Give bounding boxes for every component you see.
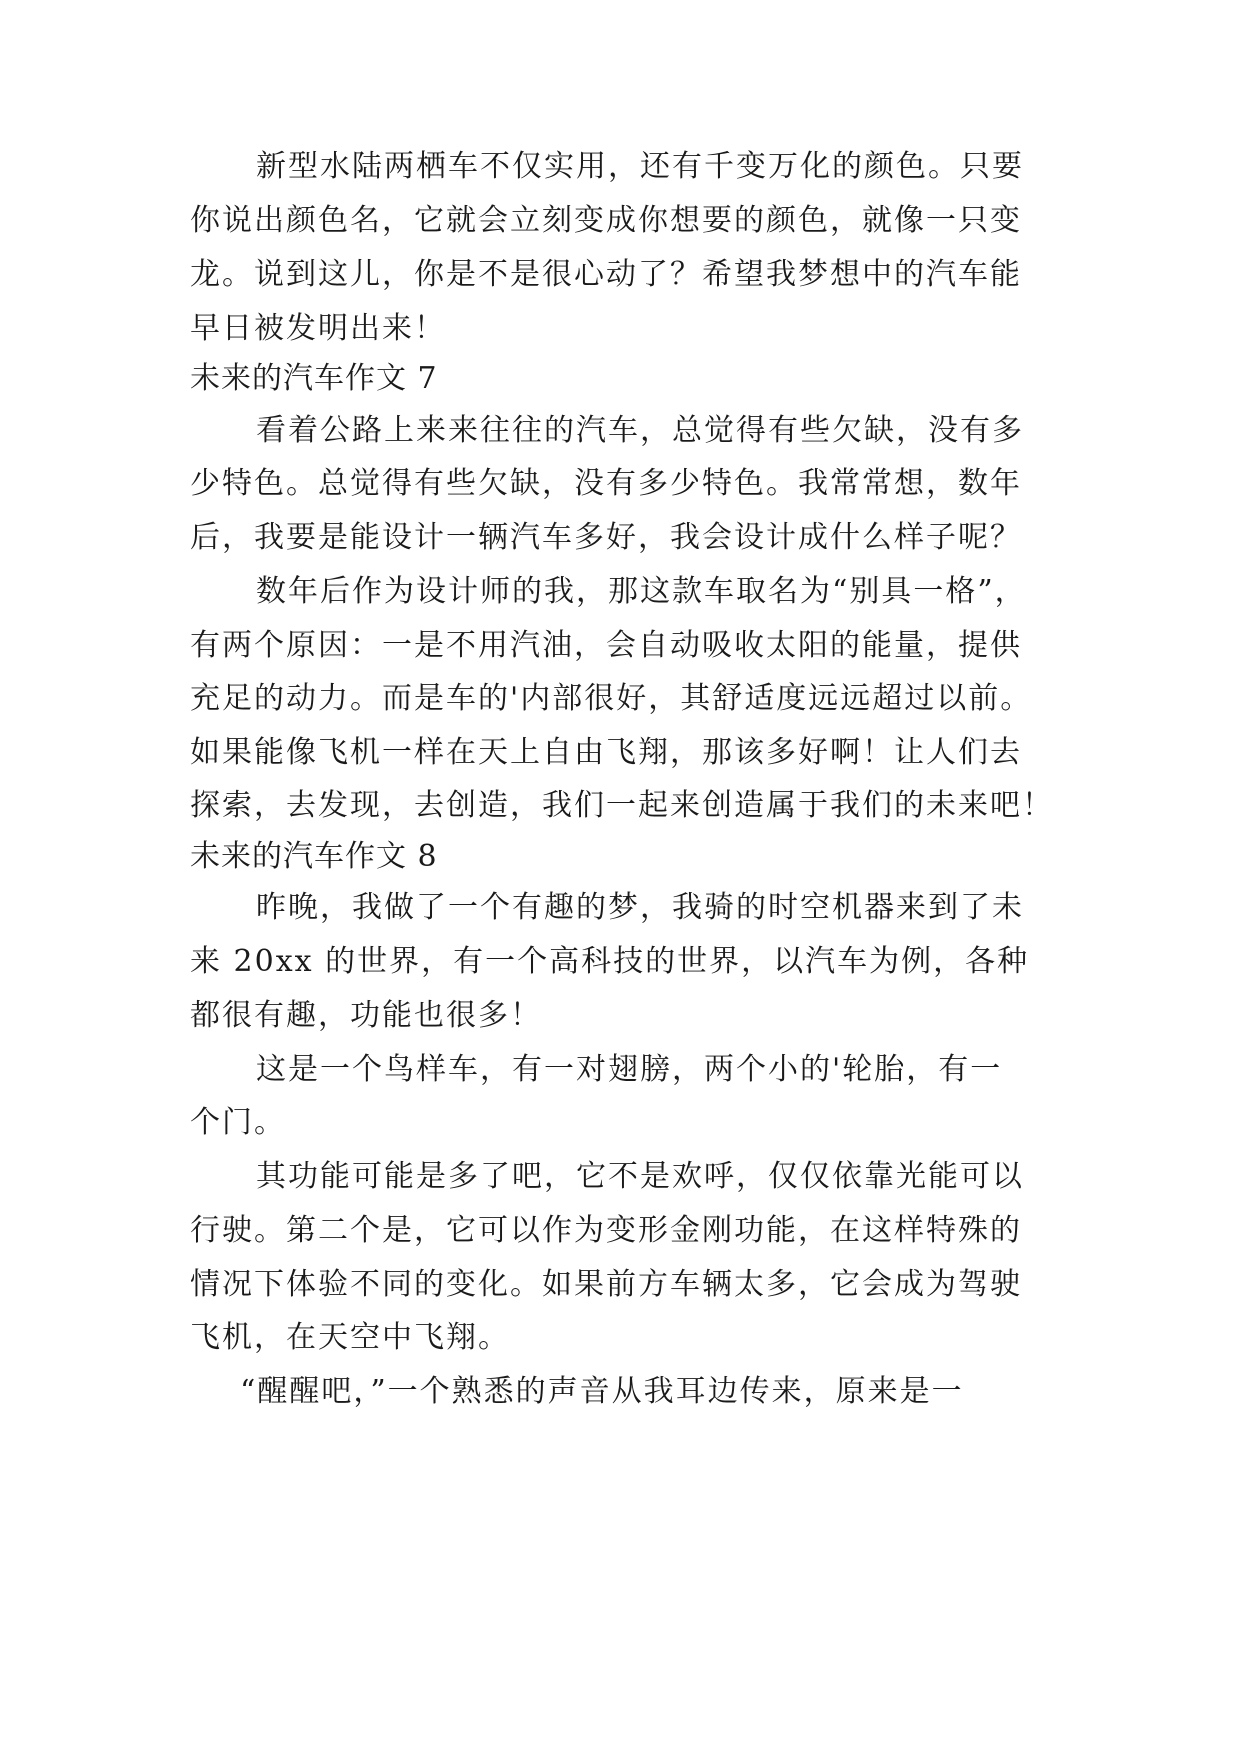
paragraph-line: 来 20xx 的世界，有一个高科技的世界，以汽车为例，各种	[190, 944, 1030, 979]
section-heading: 未来的汽车作文 8	[190, 839, 438, 874]
paragraph-line: 后，我要是能设计一辆汽车多好，我会设计成什么样子呢？	[190, 520, 1022, 555]
paragraph-line: 都很有趣，功能也很多！	[190, 998, 542, 1033]
paragraph-line: 数年后作为设计师的我，那这款车取名为“别具一格”，	[256, 574, 1027, 609]
paragraph-line: 你说出颜色名，它就会立刻变成你想要的颜色，就像一只变	[190, 203, 1022, 238]
paragraph-line: “醒醒吧，”一个熟悉的声音从我耳边传来，原来是一	[240, 1374, 964, 1409]
paragraph-line: 龙。说到这儿，你是不是很心动了？希望我梦想中的汽车能	[190, 257, 1022, 292]
paragraph-line: 少特色。总觉得有些欠缺，没有多少特色。我常常想，数年	[190, 466, 1022, 501]
paragraph-line: 行驶。第二个是，它可以作为变形金刚功能，在这样特殊的	[190, 1213, 1022, 1248]
paragraph-line: 看着公路上来来往往的汽车，总觉得有些欠缺，没有多	[256, 413, 1024, 448]
paragraph-line: 充足的动力。而是车的'内部很好，其舒适度远远超过以前。	[190, 681, 1033, 716]
paragraph-line: 情况下体验不同的变化。如果前方车辆太多，它会成为驾驶	[190, 1267, 1022, 1302]
paragraph-line: 这是一个鸟样车，有一对翅膀，两个小的'轮胎，有一	[256, 1052, 1003, 1087]
paragraph-line: 探索，去发现，去创造，我们一起来创造属于我们的未来吧！	[190, 788, 1054, 823]
paragraph-line: 昨晚，我做了一个有趣的梦，我骑的时空机器来到了未	[256, 890, 1024, 925]
paragraph-line: 如果能像飞机一样在天上自由飞翔，那该多好啊！让人们去	[190, 735, 1022, 770]
paragraph-line: 有两个原因：一是不用汽油，会自动吸收太阳的能量，提供	[190, 628, 1022, 663]
paragraph-line: 个门。	[190, 1105, 286, 1140]
paragraph-line: 飞机，在天空中飞翔。	[190, 1320, 510, 1355]
section-heading: 未来的汽车作文 7	[190, 361, 438, 396]
paragraph-line: 新型水陆两栖车不仅实用，还有千变万化的颜色。只要	[256, 149, 1024, 184]
paragraph-line: 其功能可能是多了吧，它不是欢呼，仅仅依靠光能可以	[256, 1159, 1024, 1194]
paragraph-line: 早日被发明出来！	[190, 311, 446, 346]
